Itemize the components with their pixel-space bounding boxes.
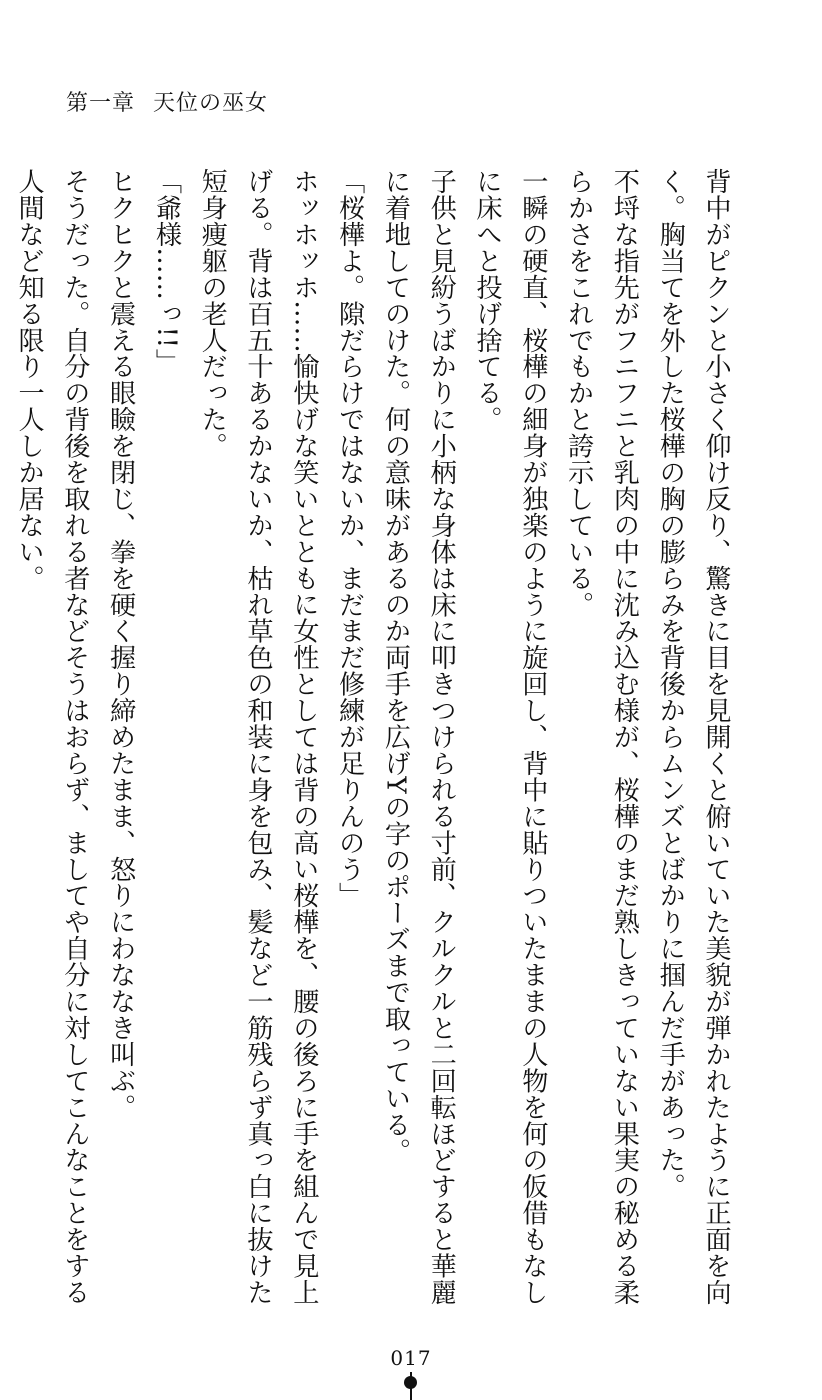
paragraph-7: そうだった。自分の背後を取れる者などそうはおらず、ましてや自分に対してこんなことをする人間など知る限り一人しか居ない。 — [14, 168, 90, 1306]
paragraph-1: 背中がピクンと小さく仰け反り、驚きに目を見開くと俯いていた美貌が弾かれたように正面を向く。胸当てを外した桜樺の胸の膨らみを背後からムンズとばかりに掴んだ手があった。 — [655, 168, 731, 1306]
paragraph-5: ホッホッホ……愉快げな笑いとともに女性としては背の高い桜樺を、腰の後ろに手を組んで見上げる。背は百五十あるかないか、枯れ草色の和装に身を包み、髪など一筋残らず真っ白に抜けた短身痩躯の老人だった。 — [197, 168, 319, 1306]
dialogue-2: 「爺様……っ!!」 — [151, 168, 182, 375]
paragraph-4: 子供と見紛うばかりに小柄な身体は床に叩きつけられる寸前、クルクルと二回転ほどすると華麗に着地してのけた。何の意味があるのか両手を広げYの字のポーズまで取っている。 — [380, 168, 457, 1306]
body-text — [14, 168, 738, 1318]
running-head — [66, 86, 268, 117]
chapter-label: 第一章 — [66, 91, 136, 116]
paragraph-2: 不埒な指先がフニフニと乳肉の中に沈み込む様が、桜樺のまだ熟しきっていない果実の秘める柔らかさをこれでもかと誇示している。 — [563, 168, 640, 1306]
dialogue-1: 「桜樺よ。隙だらけではないか、まだまだ修練が足りんのう」 — [334, 168, 365, 909]
paragraph-6: ヒクヒクと震える眼瞼を閉じ、拳を硬く握り締めたまま、怒りにわななき叫ぶ。 — [105, 168, 136, 1121]
chapter-title: 天位の巫女 — [153, 91, 269, 116]
page-number: 017 — [390, 1346, 432, 1370]
paragraph-3: 一瞬の硬直、桜樺の細身が独楽のように旋回し、背中に貼りついたままの人物を何の仮借もなしに床へと投げ捨てる。 — [472, 168, 548, 1306]
thumb-index-dot — [404, 1376, 417, 1389]
